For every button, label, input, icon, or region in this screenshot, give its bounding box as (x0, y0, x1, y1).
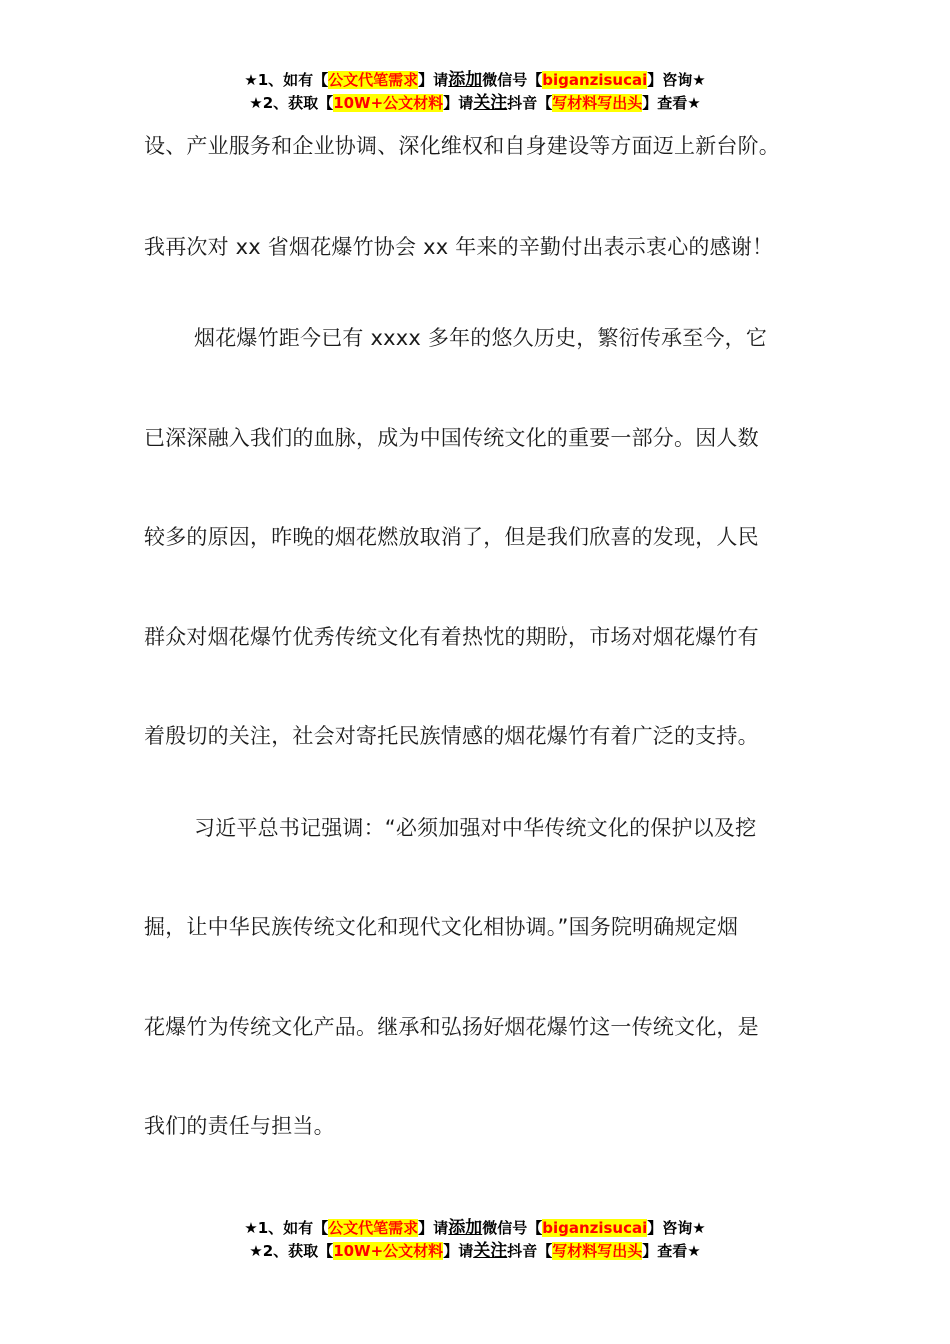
banner-highlight: 10W+公文材料 (333, 1242, 444, 1260)
banner-text: ★1、如有【 (244, 1219, 329, 1237)
banner-emphasis: 添加 (448, 1218, 483, 1238)
banner-line-1 (0, 1217, 950, 1240)
banner-highlight: 10W+公文材料 (333, 94, 444, 112)
banner-text: 】咨询★ (647, 1219, 706, 1237)
footer-banner (0, 1217, 950, 1263)
banner-text: 】查看★ (642, 94, 701, 112)
banner-highlight: 公文代笔需求 (328, 71, 419, 89)
banner-line-2 (0, 92, 950, 115)
banner-text: 】咨询★ (647, 71, 706, 89)
banner-text: 】请 (443, 94, 474, 112)
banner-text: ★2、获取【 (249, 1242, 334, 1260)
banner-text: 】查看★ (642, 1242, 701, 1260)
banner-text: ★2、获取【 (249, 94, 334, 112)
body-line: 习近平总书记强调：“必须加强对中华传统文化的保护以及挖 (194, 816, 757, 840)
body-line: 设、产业服务和企业协调、深化维权和自身建设等方面迈上新台阶。 (144, 134, 780, 158)
banner-text: ★1、如有【 (244, 71, 329, 89)
banner-emphasis: 关注 (473, 93, 508, 113)
body-line: 我再次对 xx 省烟花爆竹协会 xx 年来的辛勤付出表示衷心的感谢！ (144, 235, 774, 259)
body-line: 较多的原因，昨晚的烟花燃放取消了，但是我们欣喜的发现，人民 (144, 525, 759, 549)
banner-line-1 (0, 69, 950, 92)
body-line: 着殷切的关注，社会对寄托民族情感的烟花爆竹有着广泛的支持。 (144, 724, 759, 748)
banner-douyin-id: 写材料写出头 (552, 1242, 643, 1260)
banner-text: 抖音【 (507, 1242, 553, 1260)
body-line: 我们的责任与担当。 (144, 1114, 335, 1138)
banner-text: 微信号【 (482, 1219, 543, 1237)
body-line: 群众对烟花爆竹优秀传统文化有着热忱的期盼，市场对烟花爆竹有 (144, 625, 759, 649)
banner-emphasis: 关注 (473, 1241, 508, 1261)
body-line: 花爆竹为传统文化产品。继承和弘扬好烟花爆竹这一传统文化，是 (144, 1015, 759, 1039)
banner-text: 】请 (418, 71, 449, 89)
banner-wechat-id: biganzisucai (542, 1219, 648, 1237)
banner-emphasis: 添加 (448, 70, 483, 90)
banner-wechat-id: biganzisucai (542, 71, 648, 89)
banner-text: 微信号【 (482, 71, 543, 89)
banner-text: 抖音【 (507, 94, 553, 112)
banner-text: 】请 (418, 1219, 449, 1237)
body-line: 已深深融入我们的血脉，成为中国传统文化的重要一部分。因人数 (144, 426, 759, 450)
banner-douyin-id: 写材料写出头 (552, 94, 643, 112)
banner-highlight: 公文代笔需求 (328, 1219, 419, 1237)
banner-text: 】请 (443, 1242, 474, 1260)
banner-line-2 (0, 1240, 950, 1263)
body-line: 烟花爆竹距今已有 xxxx 多年的悠久历史，繁衍传承至今，它 (194, 326, 768, 350)
header-banner (0, 69, 950, 115)
body-line: 掘，让中华民族传统文化和现代文化相协调。”国务院明确规定烟 (144, 915, 739, 939)
